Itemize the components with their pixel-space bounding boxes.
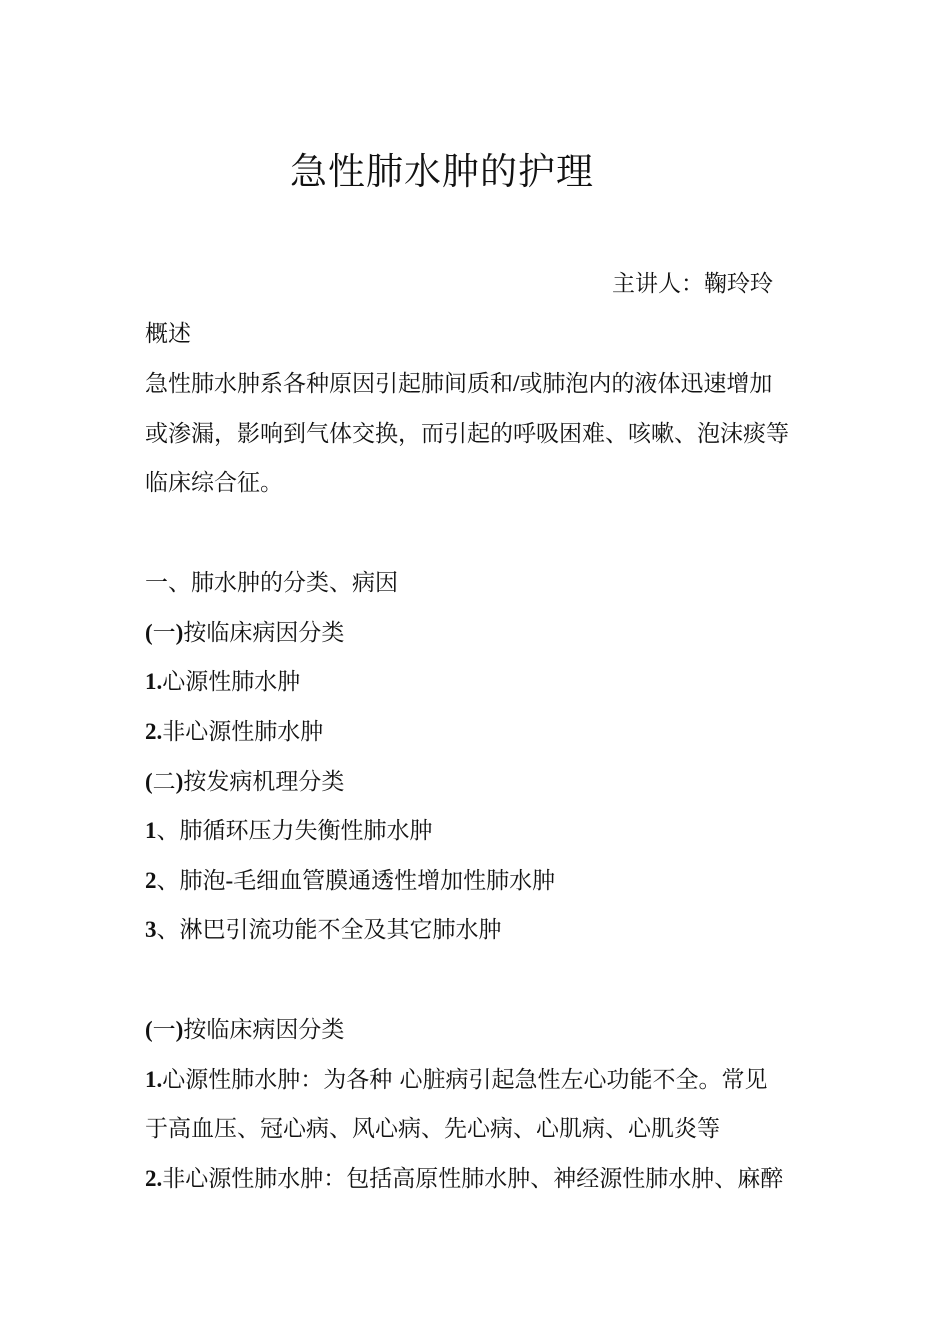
subheading-clinical-cause-2: (一)按临床病因分类 <box>145 1017 345 1043</box>
speaker-line: 主讲人：鞠玲玲 <box>612 271 773 297</box>
overview-line-1: 急性肺水肿系各种原因引起肺间质和/或肺泡内的液体迅速增加 <box>145 371 773 397</box>
overview-line-2: 或渗漏，影响到气体交换，而引起的呼吸困难、咳嗽、泡沫痰等 <box>145 421 789 447</box>
subheading-clinical-cause: (一)按临床病因分类 <box>145 620 345 646</box>
list-item-noncardiogenic: 2.非心源性肺水肿 <box>145 719 324 745</box>
list-item-permeability: 2、肺泡-毛细血管膜通透性增加性肺水肿 <box>145 868 556 894</box>
section-heading-classification: 一、肺水肿的分类、病因 <box>145 570 398 596</box>
detail-cardiogenic-line-1: 1.心源性肺水肿：为各种 心脏病引起急性左心功能不全。常见 <box>145 1067 768 1093</box>
detail-cardiogenic-line-2: 于高血压、冠心病、风心病、先心病、心肌病、心肌炎等 <box>145 1116 720 1142</box>
list-item-pressure-imbalance: 1、肺循环压力失衡性肺水肿 <box>145 818 433 844</box>
detail-noncardiogenic-line-1: 2.非心源性肺水肿：包括高原性肺水肿、神经源性肺水肿、麻醉 <box>145 1166 784 1192</box>
list-item-cardiogenic: 1.心源性肺水肿 <box>145 669 301 695</box>
subheading-mechanism: (二)按发病机理分类 <box>145 769 345 795</box>
overview-heading: 概述 <box>145 321 191 347</box>
list-item-lymphatic: 3、淋巴引流功能不全及其它肺水肿 <box>145 917 502 943</box>
overview-line-3: 临床综合征。 <box>145 470 283 496</box>
document-title: 急性肺水肿的护理 <box>290 150 594 193</box>
